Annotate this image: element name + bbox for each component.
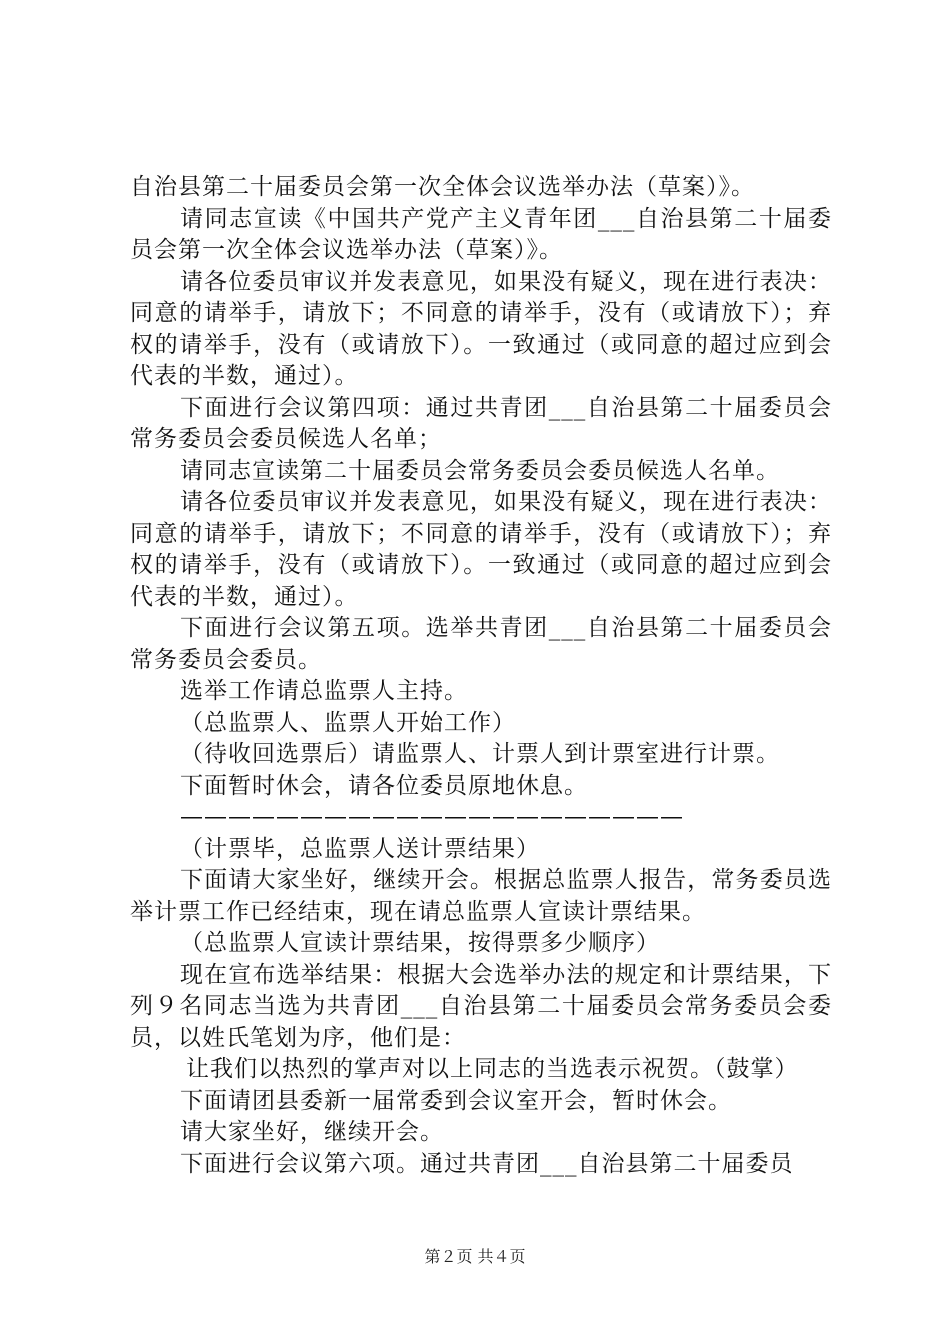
paragraph: 现在宣布选举结果：根据大会选举办法的规定和计票结果，下列９名同志当选为共青团___自治县第二十届委员会常务委员会委员，以姓氏笔划为序，他们是： xyxy=(130,961,832,1051)
paragraph: 请大家坐好，继续开会。 xyxy=(180,1119,444,1145)
paragraph: 自治县第二十届委员会第一次全体会议选举办法（草案）》。 xyxy=(130,174,755,200)
paragraph: （总监票人、监票人开始工作） xyxy=(180,709,516,736)
paragraph: 请同志宣读第二十届委员会常务委员会委员候选人名单。 xyxy=(180,457,780,484)
paragraph: 选举工作请总监票人主持。 xyxy=(180,678,468,704)
paragraph: 下面进行会议第六项。通过共青团___自治县第二十届委员 xyxy=(180,1150,794,1177)
document-body xyxy=(130,172,832,1180)
paragraphs-before-divider xyxy=(130,172,832,802)
paragraph: （总监票人宣读计票结果，按得票多少顺序） xyxy=(180,930,660,956)
paragraph: （计票毕，总监票人送计票结果） xyxy=(180,835,540,862)
paragraph: 请各位委员审议并发表意见，如果没有疑义，现在进行表决：同意的请举手，请放下；不同意的请举手，没有（或请放下）；弃权的请举手，没有（或请放下）。一致通过（或同意的超过应到会代表的半数，通过）。 xyxy=(130,268,832,389)
paragraph: （待收回选票后）请监票人、计票人到计票室进行计票。 xyxy=(180,741,780,767)
paragraph: 让我们以热烈的掌声对以上同志的当选表示祝贺。（鼓掌） xyxy=(186,1056,799,1082)
paragraph: 下面请团县委新一届常委到会议室开会，暂时休会。 xyxy=(180,1087,732,1114)
section-divider: ————————————————————— xyxy=(180,804,684,830)
paragraph: 请同志宣读《中国共产党产主义青年团___自治县第二十届委员会第一次全体会议选举办法（草案）》。 xyxy=(130,205,832,263)
paragraph: 下面请大家坐好，继续开会。根据总监票人报告，常务委员选举计票工作已经结束，现在请总监票人宣读计票结果。 xyxy=(130,867,832,925)
paragraph: 下面进行会议第四项：通过共青团___自治县第二十届委员会常务委员会委员候选人名单； xyxy=(130,394,832,452)
paragraphs-after-divider xyxy=(130,834,832,1181)
paragraph: 请各位委员审议并发表意见，如果没有疑义，现在进行表决：同意的请举手，请放下；不同意的请举手，没有（或请放下）；弃权的请举手，没有（或请放下）。一致通过（或同意的超过应到会代表的半数，通过）。 xyxy=(130,489,832,610)
page-footer: 第２页 共４页 xyxy=(424,1247,526,1266)
paragraph: 下面进行会议第五项。选举共青团___自治县第二十届委员会常务委员会委员。 xyxy=(130,615,832,673)
paragraph: 下面暂时休会，请各位委员原地休息。 xyxy=(180,772,588,799)
